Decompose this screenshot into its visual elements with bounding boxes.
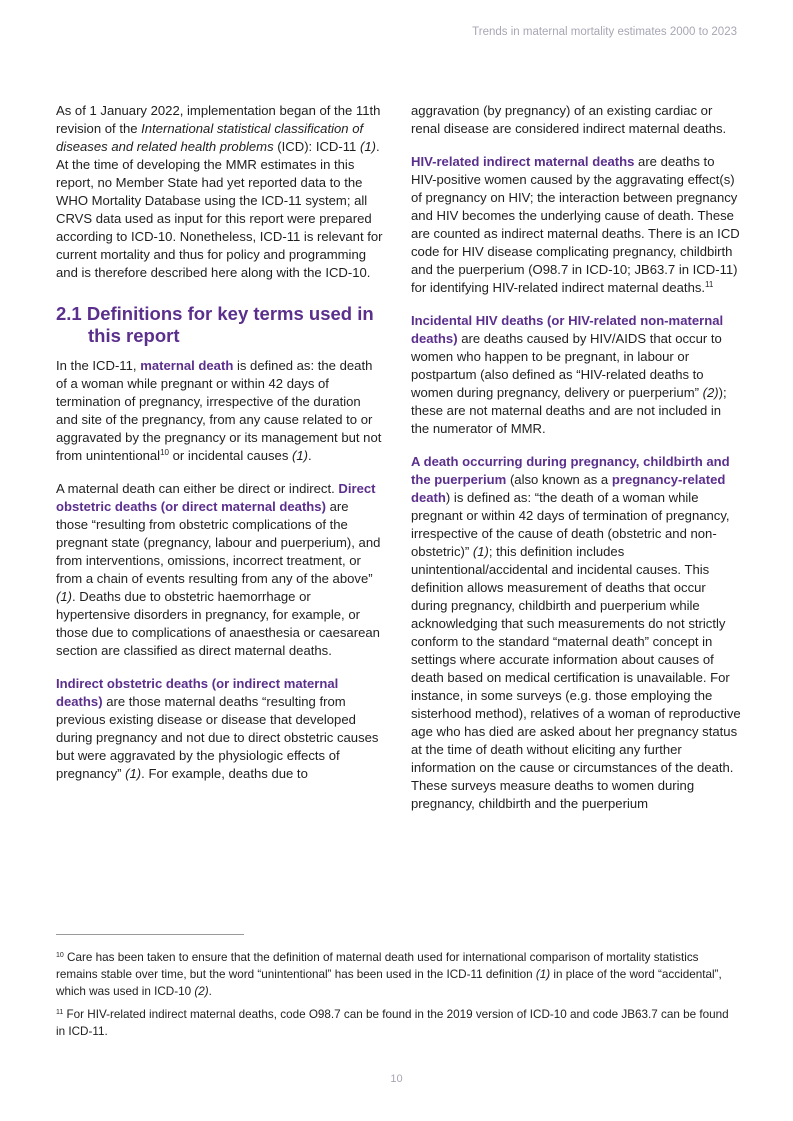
term-indirect-obstetric-deaths: Indirect obstetric deaths (or indirect maternal deaths) [56, 676, 339, 709]
term-direct-obstetric-deaths: Direct obstetric deaths (or direct maternal deaths) [56, 481, 376, 514]
direct-deaths-definition: A maternal death can either be direct or indirect. Direct obstetric deaths (or direct maternal deaths) are those “resulting from obstetric complications of the pregnant state (pregnancy, labour and puerperium), and from interventions, omissions, incorrect treatment, or from a chain of events resulting from any of the above” (1). Deaths due to obstetric haemorrhage or hypertensive disorders in pregnancy, for example, or those due to complications of anaesthesia or caesarean section are classified as direct maternal deaths. [56, 481, 381, 658]
page-number: 10 [390, 1073, 403, 1085]
footnote-divider [56, 934, 244, 935]
footnote-10: $^{10}$ Care has been taken to ensure that the definition of maternal death used for international comparison of mortality statistics remains stable over time, but the word “unintentional” has been used in the ICD-11 definition (1) in place of the word “accidental”, which was used in ICD-10 (2). [56, 951, 722, 998]
citation-ref: (1) [125, 766, 142, 781]
citation-ref: (1) [535, 968, 551, 981]
incidental-hiv-definition: Incidental HIV deaths (or HIV-related non-maternal deaths) are deaths caused by HIV/AIDS that occur to women who happen to be pregnant, in labour or postpartum (also defined as “HIV-related deaths to women during pregnancy, delivery or puerperium” (2)); these are not maternal deaths and are not included in the numerator of MMR. [411, 313, 727, 436]
hiv-related-definition: HIV-related indirect maternal deaths are deaths to HIV-positive women caused by the aggravating effect(s) of pregnancy on HIV; the interaction between pregnancy and HIV becomes the underlying cause of death. These are counted as indirect maternal deaths. There is an ICD code for HIV disease complicating pregnancy, childbirth and the puerperium (O98.7 in ICD-10; JB63.7 in ICD-11) for identifying HIV-related indirect maternal deaths.$^{11}$ [411, 154, 740, 295]
term-maternal-death: maternal death [140, 358, 234, 373]
term-pregnancy-related-death: pregnancy-related death [411, 472, 726, 505]
section-heading: 2.1 Definitions for key terms used in this report [56, 303, 374, 346]
footnote-11: $^{11}$ For HIV-related indirect maternal deaths, code O98.7 can be found in the 2019 version of ICD-10 and code JB63.7 can be found in ICD-11. [56, 1008, 729, 1038]
citation-ref: (1) [359, 139, 376, 154]
citation-ref: (1) [56, 589, 73, 604]
term-incidental-hiv-deaths: Incidental HIV deaths (or HIV-related non-maternal deaths) [411, 313, 724, 346]
citation-ref: (1) [292, 448, 309, 463]
citation-ref: (2) [194, 985, 209, 998]
term-death-during-pregnancy: A death occurring during pregnancy, childbirth and the puerperium [411, 454, 730, 487]
classification-title: International statistical classification of diseases and related health problems [56, 121, 364, 154]
footnote-marker: 11 [705, 280, 714, 289]
citation-ref: (2) [702, 385, 719, 400]
term-hiv-related-indirect: HIV-related indirect maternal deaths [411, 154, 635, 169]
intro-paragraph: As of 1 January 2022, implementation began of the 11th revision of the International statistical classification of diseases and related health problems (ICD): ICD-11 (1). At the time of developing the MMR estimates in this report, no Member State had yet reported data to the WHO Mortality Database using the ICD-11 system; all CRVS data used as input for this report were prepared according to ICD-10. Nonetheless, ICD-11 is relevant for current mortality and thus for policy and programming and is therefore described here along with the ICD-10. [56, 103, 383, 280]
left-column [56, 102, 384, 798]
footnote-number: 10 [56, 952, 64, 959]
maternal-death-definition: In the ICD-11, maternal death is defined as: the death of a woman while pregnant or within 42 days of termination of pregnancy, irrespective of the duration and site of the pregnancy, from any cause related to or aggravated by the pregnancy or its management but not from unintentional$^{10}$ or incidental causes (1). [56, 358, 382, 463]
running-header: Trends in maternal mortality estimates 2000 to 2023 [472, 26, 737, 38]
right-column [411, 102, 741, 828]
footnote-number: 11 [56, 1009, 64, 1016]
continuation-paragraph: aggravation (by pregnancy) of an existing cardiac or renal disease are considered indirect maternal deaths. [411, 103, 727, 136]
pregnancy-related-definition: A death occurring during pregnancy, childbirth and the puerperium (also known as a pregnancy-related death) is defined as: “the death of a woman while pregnant or within 42 days of termination of pregnancy, irrespective of the cause of death (obstetric and non-obstetric)” (1); this definition includes unintentional/accidental and incidental causes. This definition allows measurement of deaths that occur during pregnancy, childbirth and puerperium while acknowledging that such measurements do not strictly conform to the standard “maternal death” concept in settings where accurate information about causes of death based on medical certification is unavailable. For instance, in some surveys (e.g. those employing the sisterhood method), relatives of a woman of reproductive age who has died are asked about her pregnancy status at the time of death without eliciting any further information on the cause or circumstances of the death. These surveys measure deaths to women during pregnancy, childbirth and the puerperium [411, 454, 741, 811]
indirect-deaths-definition: Indirect obstetric deaths (or indirect maternal deaths) are those maternal deaths “resulting from previous existing disease or disease that developed during pregnancy and not due to direct obstetric causes but were aggravated by the physiologic effects of pregnancy” (1). For example, deaths due to [56, 676, 379, 781]
footnotes [56, 949, 740, 1046]
footnote-marker: 10 [160, 448, 169, 457]
citation-ref: (1) [472, 544, 489, 559]
